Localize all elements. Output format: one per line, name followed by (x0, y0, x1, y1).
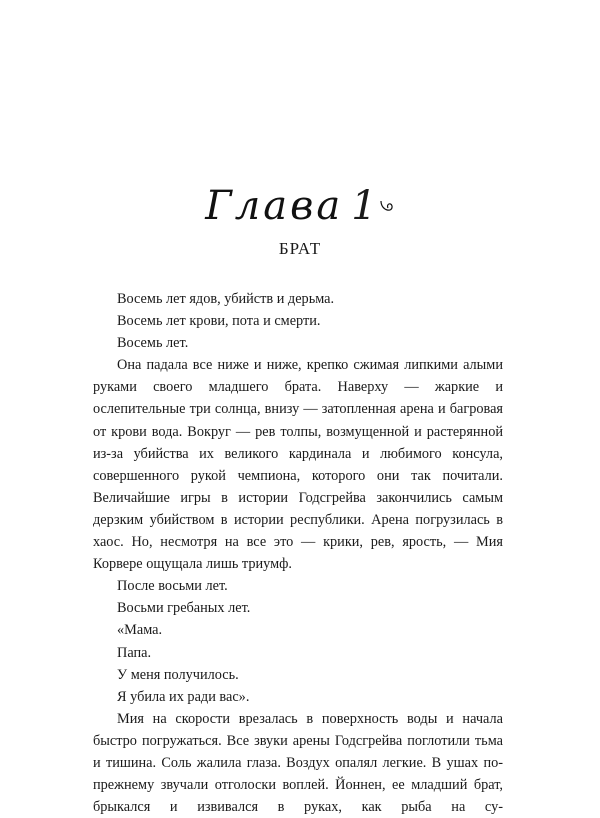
paragraph: «Мама. (117, 622, 163, 639)
chapter-word: Глава (205, 183, 344, 229)
paragraph: Восемь лет. (117, 335, 189, 352)
paragraph: Я убила их ради вас». (117, 688, 250, 705)
paragraph: Восемь лет крови, пота и смерти. (117, 313, 321, 330)
paragraph: У меня получилось. (117, 666, 239, 683)
chapter-body (93, 288, 503, 818)
paragraph: Она падала все ниже и ниже, крепко сжимая липкими алыми руками своего младшего брата. Наверху — жаркие и ослепительные три солнца, внизу — затопленная арена и багровая от крови вода. Вокруг — рев толпы, возмущенной и растерянной из-за убийства их великого кардинала и любимого консула, совершенного рукой чемпиона, которого они так почитали. Величайшие игры в истории Годсгрейва закончились самым дерзким убийством в истории республики. Арена погрузилась в хаос. Но, несмотря на все это — крики, рев, ярость, — Мия Корвере ощущала лишь триумф. (93, 357, 503, 573)
paragraph: После восьми лет. (117, 578, 228, 595)
paragraph: Восемь лет ядов, убийств и дерьма. (117, 291, 335, 307)
chapter-heading (0, 182, 600, 230)
paragraph: Папа. (117, 644, 152, 661)
chapter-number: 1 (351, 183, 377, 229)
flourish-ornament-icon (379, 199, 395, 220)
paragraph: Восьми гребаных лет. (117, 600, 251, 617)
chapter-title: БРАТ (278, 239, 322, 258)
paragraph: Мия на скорости врезалась в поверхность воды и начала быстро погружаться. Все звуки арены Годсгрейва поглотили тьма и тишина. Соль жалила глаза. Воздух опалял легкие. В ушах по-прежнему звучали отголоски воплей. Йоннен, ее младший брат, брыкался и извивался в руках, как рыба на су- (93, 710, 503, 816)
